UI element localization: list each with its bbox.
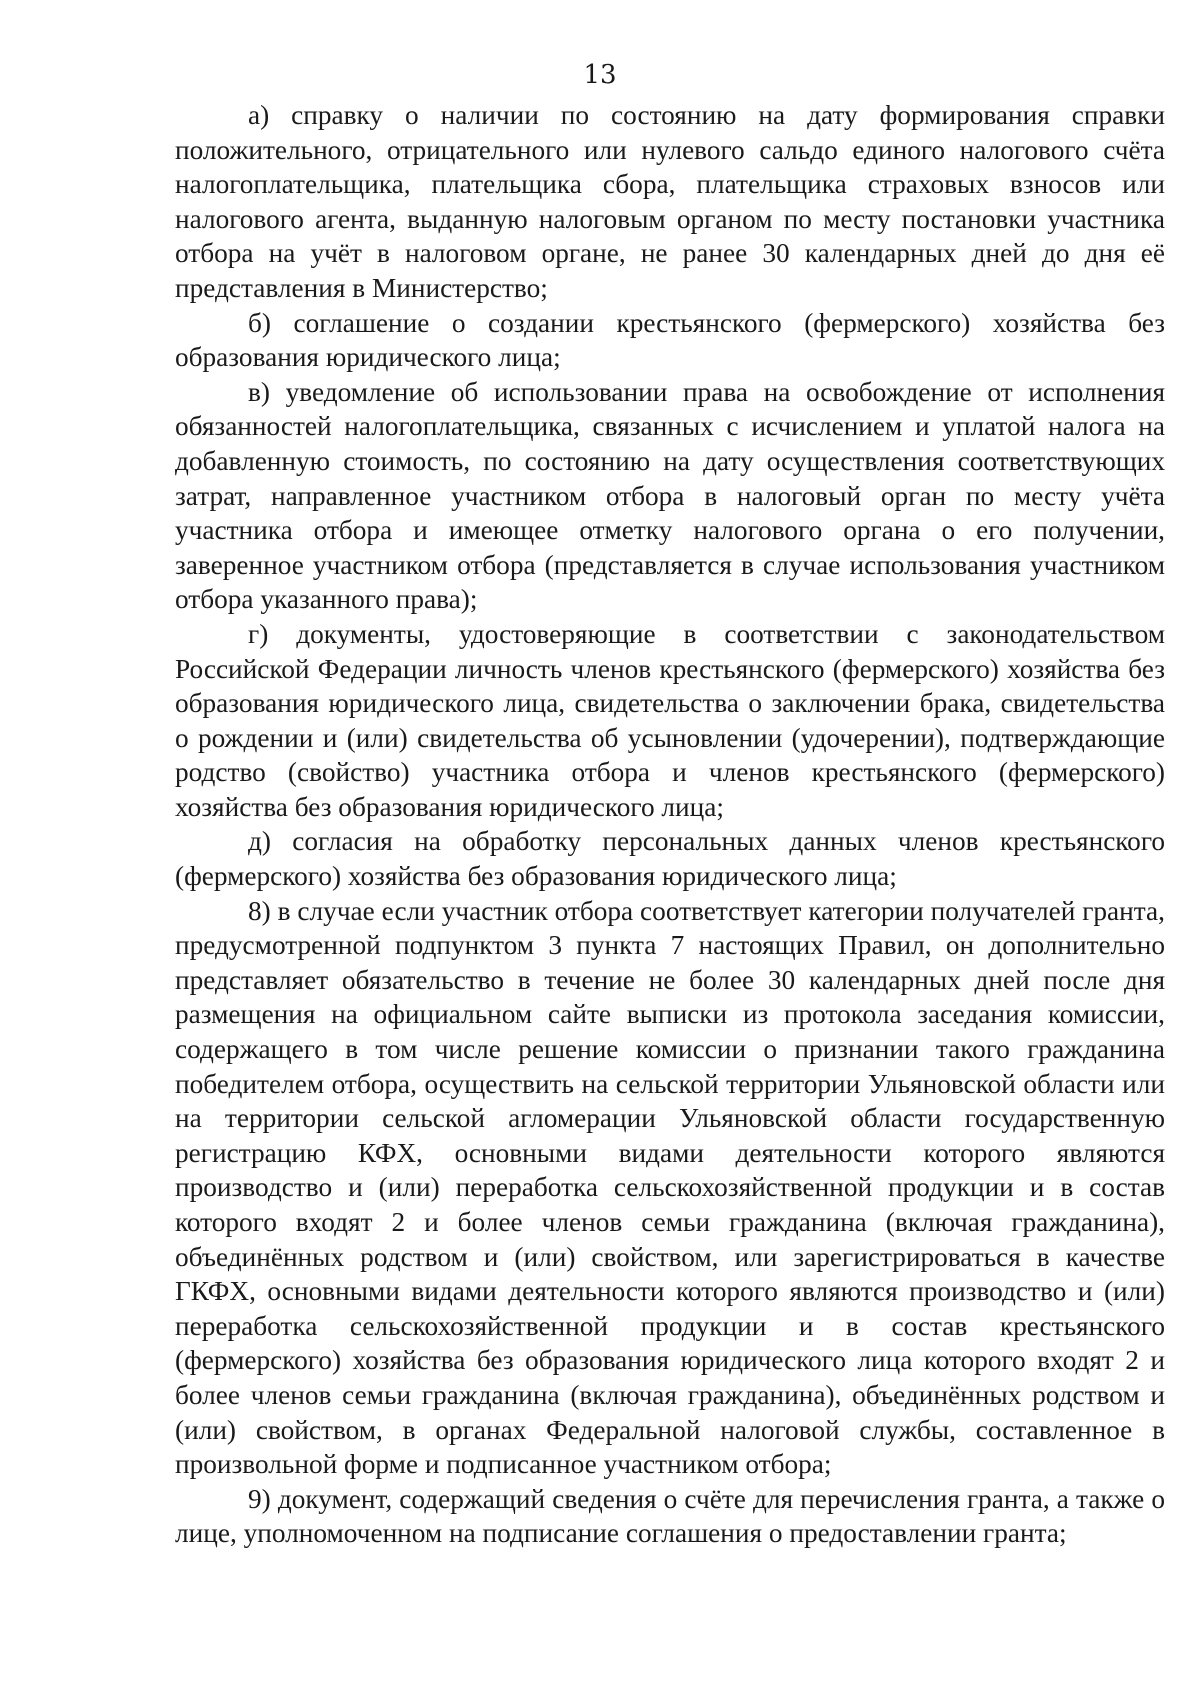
- paragraph-8: 8) в случае если участник отбора соответствует категории получателей гранта, предусмотренной подпунктом 3 пункта 7 настоящих Правил, он дополнительно представляет обязательство в течение не более 30 календарных дней после дня размещения на официальном сайте выписки из протокола заседания комиссии, содержащего в том числе решение комиссии о признании такого гражданина победителем отбора, осуществить на сельской территории Ульяновской области или на территории сельской агломерации Ульяновской области государственную регистрацию КФХ, основными видами деятельности которого являются производство и (или) переработка сельскохозяйственной продукции и в состав которого входят 2 и более членов семьи гражданина (включая гражданина), объединённых родством и (или) свойством, или зарегистрироваться в качестве ГКФХ, основными видами деятельности которого являются производство и (или) переработка сельскохозяйственной продукции и в состав крестьянского (фермерского) хозяйства без образования юридического лица которого входят 2 и более членов семьи гражданина (включая гражданина), объединённых родством и (или) свойством, в органах Федеральной налоговой службы, составленное в произвольной форме и подписанное участником отбора;: [175, 895, 1165, 1480]
- paragraph-v: в) уведомление об использовании права на освобождение от исполнения обязанностей налогоплательщика, связанных с исчислением и уплатой налога на добавленную стоимость, по состоянию на дату осуществления соответствующих затрат, направленное участником отбора в налоговый орган по месту учёта участника отбора и имеющее отметку налогового органа о его получении, заверенное участником отбора (представляется в случае использования участником отбора указанного права);: [175, 376, 1165, 615]
- page-number: 13: [583, 60, 617, 90]
- paragraph-d: д) согласия на обработку персональных данных членов крестьянского (фермерского) хозяйства без образования юридического лица;: [175, 826, 1165, 892]
- paragraph-b: б) соглашение о создании крестьянского (фермерского) хозяйства без образования юридического лица;: [175, 307, 1165, 373]
- document-body: [175, 98, 1165, 1551]
- paragraph-a: а) справку о наличии по состоянию на дату формирования справки положительного, отрицательного или нулевого сальдо единого налогового счёта налогоплательщика, плательщика сбора, плательщика страховых взносов или налогового агента, выданную налоговым органом по месту постановки участника отбора на учёт в налоговом органе, не ранее 30 календарных дней до дня её представления в Министерство;: [175, 100, 1165, 303]
- paragraph-9: 9) документ, содержащий сведения о счёте для перечисления гранта, а также о лице, уполномоченном на подписание соглашения о предоставлении гранта;: [175, 1483, 1165, 1549]
- paragraph-g: г) документы, удостоверяющие в соответствии с законодательством Российской Федерации личность членов крестьянского (фермерского) хозяйства без образования юридического лица, свидетельства о заключении брака, свидетельства о рождении и (или) свидетельства об усыновлении (удочерении), подтверждающие родство (свойство) участника отбора и членов крестьянского (фермерского) хозяйства без образования юридического лица;: [175, 618, 1165, 822]
